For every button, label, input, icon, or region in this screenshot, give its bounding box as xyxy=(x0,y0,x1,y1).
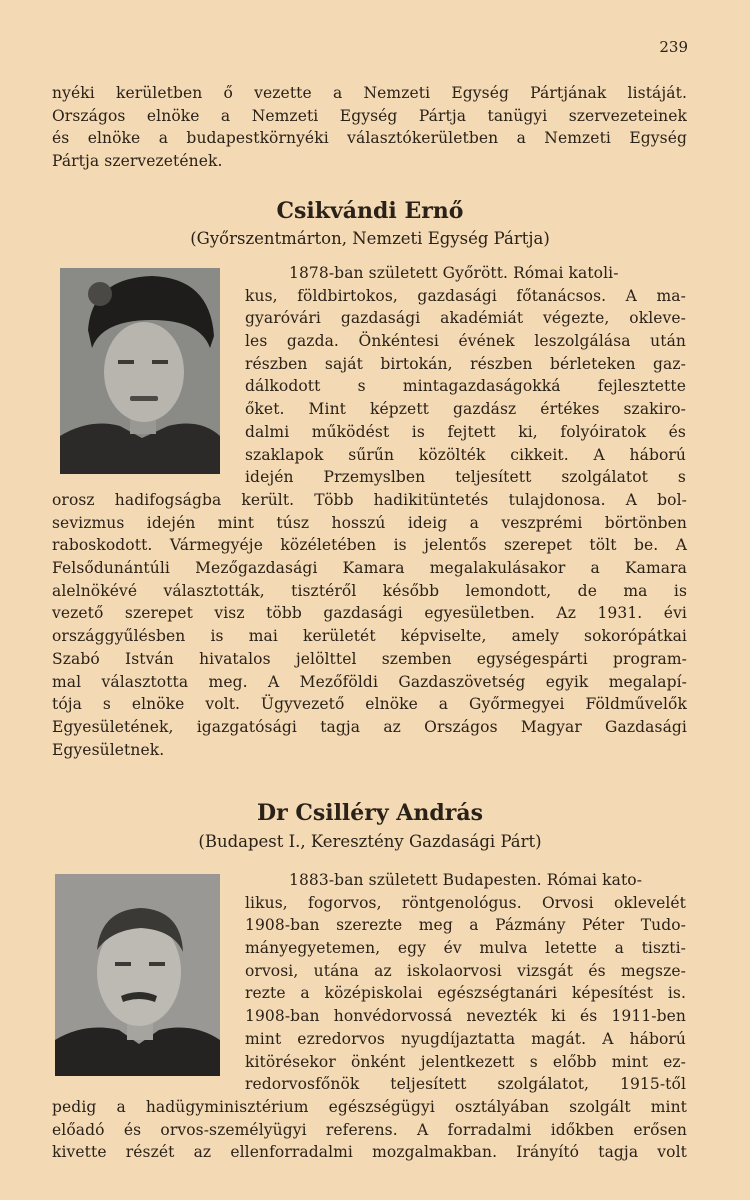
entry2-bio-full xyxy=(52,1096,687,1164)
text-line: idején Przemyslben teljesített szolgálatot s xyxy=(245,468,686,487)
text-line: kus, földbirtokos, gazdasági főtanácsos. A ma- xyxy=(245,286,686,305)
portrait-photo xyxy=(55,874,220,1076)
text-line: alelnökévé választották, tisztéről később lemondott, de ma is xyxy=(52,581,687,600)
text-line: Egyesületnek. xyxy=(52,740,165,759)
page-number: 239 xyxy=(659,38,688,56)
text-line: tója s elnöke volt. Ügyvezető elnöke a Győrmegyei Földművelők xyxy=(52,695,687,714)
intro-paragraph xyxy=(52,82,687,173)
text-line: redorvosfőnök teljesített szolgálatot, 1915-től xyxy=(245,1075,686,1094)
text-line: sevizmus idején mint túsz hosszú ideig a veszprémi börtönben xyxy=(52,513,687,532)
entry1-name: Csikvándi Ernő xyxy=(276,198,464,224)
text-line: 1908-ban honvédorvossá nevezték ki és 1911-ben xyxy=(245,1007,686,1026)
text-line: vezető szerepet visz több gazdasági egyesületben. Az 1931. évi xyxy=(52,604,687,623)
entry2-portrait xyxy=(55,874,220,1076)
text-line: raboskodott. Vármegyéje közéletében is jelentős szerepet tölt be. A xyxy=(52,536,687,555)
text-line: nyéki kerületben ő vezette a Nemzeti Egység Pártjának listáját. xyxy=(52,84,687,102)
text-line: les gazda. Önkéntesi évének leszolgálása után xyxy=(245,332,686,351)
text-line: mint ezredorvos nyugdíjaztatta magát. A háború xyxy=(245,1029,686,1048)
entry1-constituency: (Győrszentmárton, Nemzeti Egység Pártja) xyxy=(190,229,550,248)
text-line: dálkodott s mintagazdaságokká fejlesztette xyxy=(245,377,686,396)
text-line: mányegyetemen, egy év mulva letette a tiszti- xyxy=(245,939,686,958)
text-line: Egyesületének, igazgatósági tagja az Országos Magyar Gazdasági xyxy=(52,717,687,736)
text-line: kivette részét az ellenforradalmi mozgalmakban. Irányító tagja volt xyxy=(52,1143,687,1162)
text-line: kitörésekor önként jelentkezett s előbb mint ez- xyxy=(245,1052,686,1071)
text-line: 1908-ban szerezte meg a Pázmány Péter Tudo- xyxy=(245,916,686,935)
text-line: gyaróvári gazdasági akadémiát végezte, okleve- xyxy=(245,309,686,328)
text-line: 1878-ban született Győrött. Római katoli- xyxy=(289,264,619,282)
text-line: részben saját birtokán, részben bérleteken gaz- xyxy=(245,354,686,373)
text-line: mal választotta meg. A Mezőföldi Gazdaszövetség egyik megalapí- xyxy=(52,672,687,691)
entry1-bio-full xyxy=(52,489,687,761)
entry2-bio-beside xyxy=(245,869,686,1096)
entry2-name: Dr Csilléry András xyxy=(256,800,483,826)
entry1-portrait xyxy=(60,268,220,474)
text-line: rezte a középiskolai egészségtanári képesítést is. xyxy=(245,984,686,1003)
text-line: előadó és orvos-személyügyi referens. A forradalmi időkben erősen xyxy=(52,1120,687,1139)
text-line: Szabó István hivatalos jelölttel szemben egységespárti program- xyxy=(52,649,687,668)
text-line: Pártja szervezetének. xyxy=(52,152,223,171)
text-line: 1883-ban született Budapesten. Római kato- xyxy=(289,871,643,889)
text-line: likus, fogorvos, röntgenológus. Orvosi oklevelét xyxy=(245,893,686,912)
text-line: Felsődunántúli Mezőgazdasági Kamara megalakulásakor a Kamara xyxy=(52,559,687,578)
text-line: őket. Mint képzett gazdász értékes szakiro- xyxy=(245,400,686,419)
entry2-constituency: (Budapest I., Keresztény Gazdasági Párt) xyxy=(198,832,542,851)
text-line: Országos elnöke a Nemzeti Egység Pártja tanügyi szervezeteinek xyxy=(52,106,687,125)
entry1-bio-beside xyxy=(245,262,686,489)
text-line: dalmi működést is fejtett ki, folyóiratok és xyxy=(245,422,686,441)
text-line: országgyűlésben is mai kerületét képviselte, amely sokorópátkai xyxy=(52,627,687,646)
text-line: szaklapok sűrűn közölték cikkeit. A háború xyxy=(245,445,686,464)
text-line: orvosi, utána az iskolaorvosi vizsgát és megsze- xyxy=(245,961,686,980)
text-line: pedig a hadügyminisztérium egészségügyi osztályában szolgált mint xyxy=(52,1098,687,1116)
text-line: és elnöke a budapestkörnyéki választókerületben a Nemzeti Egység xyxy=(52,129,687,148)
portrait-photo xyxy=(60,268,220,474)
text-line: orosz hadifogságba került. Több hadikitüntetés tulajdonosa. A bol- xyxy=(52,491,687,509)
